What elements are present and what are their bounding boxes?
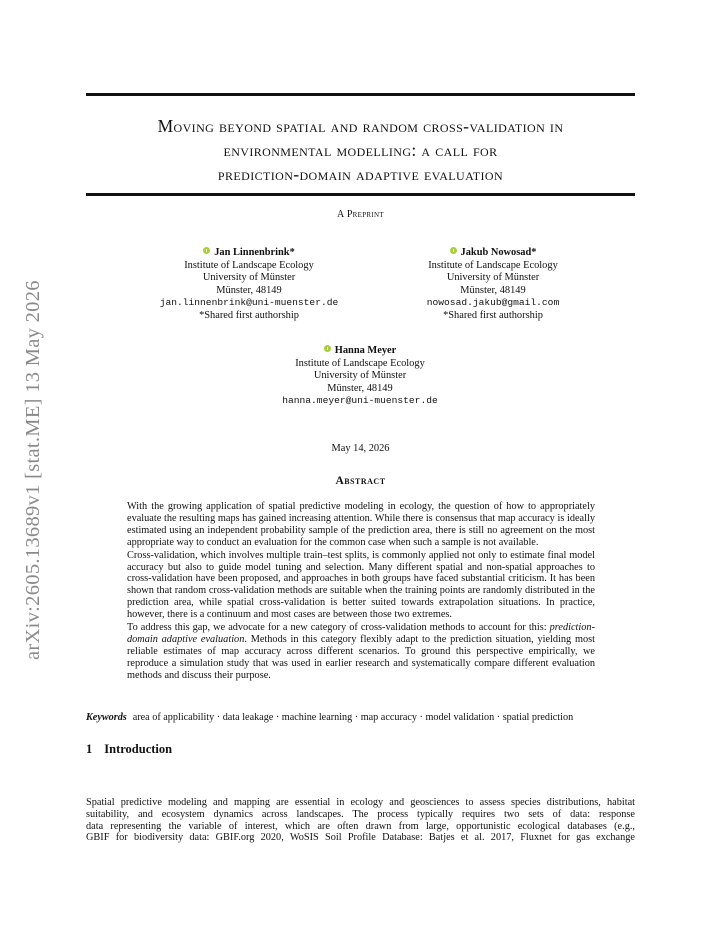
abstract-paragraph: With the growing application of spatial predictive modeling in ecology, the question of how to appropriately evaluate the resulting maps has gained increasing attention. While there is consensus that map accuracy is ideally estimated using an independent probability sample of the prediction area, there is still no agreement on the most appropriate way to conduct an evaluation for the common case when such a sample is not available. xyxy=(127,501,595,548)
author-block xyxy=(246,345,474,408)
arxiv-side-stamp: arXiv:2605.13689v1 [stat.ME] 13 May 2026 xyxy=(22,280,44,660)
paper-date: May 14, 2026 xyxy=(331,443,390,454)
abstract-text: . Methods in this category flexibly adapt to the prediction situation, yielding most reliable estimates of map accuracy across different scenarios. To ground this perspective empirically, we reproduce a simulation study that was used in earlier research and systematically compare different evaluation methods and discuss their purpose. xyxy=(127,633,595,681)
intro-line: Spatial predictive modeling and mapping are essential in ecology and geosciences to assess species distributions, habitat xyxy=(86,797,635,808)
author-city: Münster, 48149 xyxy=(216,284,282,296)
author-university: University of Münster xyxy=(446,272,540,284)
author-name-row xyxy=(380,247,606,260)
author-name: Hanna Meyer xyxy=(334,345,397,356)
intro-line: suitability, and ecosystem dynamics across landscapes. The process typically requires two sets of data: response xyxy=(86,808,635,820)
abstract-emphasis: prediction-domain adaptive evaluation xyxy=(127,622,595,645)
title-line: environmental modelling: a call for xyxy=(223,140,498,160)
author-note: *Shared first authorship xyxy=(199,309,299,321)
intro-line: GBIF for biodiversity data: GBIF.org 2020, WoSIS Soil Profile Database: Batjes et al. 2017, Fluxnet for gas exchange xyxy=(86,832,635,844)
title-top-rule xyxy=(86,93,635,96)
abstract-paragraph xyxy=(127,622,595,682)
author-block xyxy=(136,247,362,323)
intro-line: data representing the variable of interest, which are often drawn from large, opportunistic ecological databases (e.g., xyxy=(86,820,635,832)
title-bottom-rule xyxy=(86,193,635,196)
author-name: Jakub Nowosad* xyxy=(460,247,537,258)
author-block xyxy=(380,247,606,323)
section-title: Introduction xyxy=(104,742,173,756)
orcid-icon[interactable] xyxy=(203,247,210,254)
title-line: prediction-domain adaptive evaluation xyxy=(217,164,504,184)
author-city: Münster, 48149 xyxy=(327,382,393,394)
author-email[interactable]: nowosad.jakub@gmail.com xyxy=(426,297,560,309)
keywords-label: Keywords xyxy=(86,712,127,723)
author-name-row xyxy=(246,345,474,358)
orcid-icon[interactable] xyxy=(450,247,457,254)
preprint-label: A Preprint xyxy=(337,209,384,220)
author-institute: Institute of Landscape Ecology xyxy=(428,259,558,271)
section-number: 1 xyxy=(86,742,93,756)
author-institute: Institute of Landscape Ecology xyxy=(184,259,314,271)
abstract-heading: Abstract xyxy=(335,475,386,487)
author-email[interactable]: hanna.meyer@uni-muenster.de xyxy=(282,395,438,407)
author-university: University of Münster xyxy=(202,272,296,284)
paper-title xyxy=(86,114,635,186)
abstract-paragraph: Cross-validation, which involves multiple train–test splits, is commonly applied not only to estimate final model accuracy but also to guide model tuning and selection. Many different spatial and non-spatial approaches to cross-validation have been proposed, and approaches in both groups have faced substantial criticism. It has been shown that random cross-validation methods are suitable when the training points are randomly distributed in the prediction area, while spatial cross-validation is better suited towards extrapolation situations. In practice, however, there is a continuum and most cases are between those two extremes. xyxy=(127,549,595,621)
author-university: University of Münster xyxy=(313,370,407,382)
author-email[interactable]: jan.linnenbrink@uni-muenster.de xyxy=(159,297,339,309)
author-note: *Shared first authorship xyxy=(443,309,543,321)
abstract-text: To address this gap, we advocate for a new category of cross-validation methods to account for this: xyxy=(127,622,550,634)
keywords-line xyxy=(86,712,646,723)
keywords-list: area of applicability · data leakage · machine learning · map accuracy · model validation · spatial prediction xyxy=(132,712,574,723)
abstract-body xyxy=(127,501,595,683)
author-name-row xyxy=(136,247,362,260)
introduction-text xyxy=(86,797,635,844)
author-city: Münster, 48149 xyxy=(460,284,526,296)
author-institute: Institute of Landscape Ecology xyxy=(295,357,425,369)
author-name: Jan Linnenbrink* xyxy=(214,247,295,258)
title-line: Moving beyond spatial and random cross-validation in xyxy=(157,116,564,136)
orcid-icon[interactable] xyxy=(324,345,331,352)
section-heading xyxy=(86,742,172,757)
